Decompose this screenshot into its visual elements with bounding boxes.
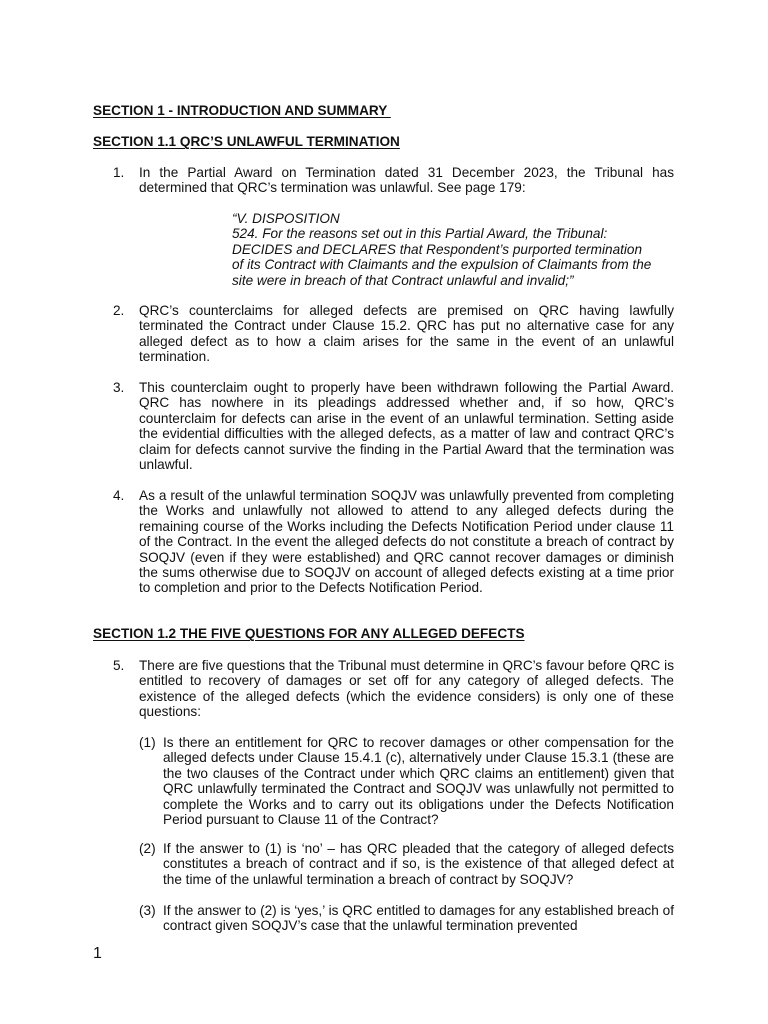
question-text: If the answer to (2) is ‘yes,’ is QRC entitled to damages for any established breach of contract given SOQJV’s case that the unlawful termination prevented bbox=[163, 903, 674, 934]
paragraph-number: 5. bbox=[113, 658, 125, 673]
paragraph-number: 2. bbox=[113, 303, 125, 318]
question-number: (2) bbox=[139, 841, 156, 856]
quote-line: 524. For the reasons set out in this Partial Award, the Tribunal: bbox=[232, 226, 608, 242]
quote-line: of its Contract with Claimants and the expulsion of Claimants from the bbox=[232, 257, 652, 273]
question-1 bbox=[139, 735, 674, 827]
quoted-disposition bbox=[232, 211, 674, 288]
paragraph-5 bbox=[113, 658, 674, 720]
paragraph-text: QRC’s counterclaims for alleged defects are premised on QRC having lawfully terminated the Contract under Clause 15.2. QRC has put no alternative case for any alleged defect as to how a claim arises for the same in the event of an unlawful termination. bbox=[139, 303, 674, 365]
question-text: If the answer to (1) is ‘no’ – has QRC pleaded that the category of alleged defects constitutes a breach of contract and if so, is the existence of that alleged defect at the time of the unlawful termination a breach of contract by SOQJV? bbox=[163, 841, 674, 887]
paragraph-text: In the Partial Award on Termination dated 31 December 2023, the Tribunal has determined that QRC’s termination was unlawful. See page 179: bbox=[139, 165, 674, 196]
question-number: (1) bbox=[139, 735, 156, 750]
section-1-heading: SECTION 1 - INTRODUCTION AND SUMMARY bbox=[93, 103, 391, 118]
question-3 bbox=[139, 903, 674, 934]
paragraph-1 bbox=[113, 165, 674, 196]
question-2 bbox=[139, 841, 674, 887]
paragraph-4 bbox=[113, 488, 674, 596]
quote-line: site were in breach of that Contract unlawful and invalid;” bbox=[232, 272, 574, 288]
quote-line: DECIDES and DECLARES that Respondent’s purported termination bbox=[232, 241, 643, 257]
paragraph-text: There are five questions that the Tribunal must determine in QRC’s favour before QRC is entitled to recovery of damages or set off for any category of alleged defects. The existence of the alleged defects (which the evidence considers) is only one of these questions: bbox=[139, 658, 674, 720]
paragraph-2 bbox=[113, 303, 674, 365]
paragraph-text: As a result of the unlawful termination SOQJV was unlawfully prevented from completing the Works and unlawfully not allowed to attend to any alleged defects during the remaining course of the Works including the Defects Notification Period under clause 11 of the Contract. In the event the alleged defects do not constitute a breach of contract by SOQJV (even if they were established) and QRC cannot recover damages or diminish the sums otherwise due to SOQJV on account of alleged defects existing at a time prior to completion and prior to the Defects Notification Period. bbox=[139, 488, 674, 596]
page-number: 1 bbox=[93, 945, 102, 962]
question-number: (3) bbox=[139, 903, 156, 918]
paragraph-text: This counterclaim ought to properly have been withdrawn following the Partial Award. QRC has nowhere in its pleadings addressed whether and, if so how, QRC’s counterclaim for defects can arise in the event of an unlawful termination. Setting aside the evidential difficulties with the alleged defects, as a matter of law and contract QRC’s claim for defects cannot survive the finding in the Partial Award that the termination was unlawful. bbox=[139, 380, 674, 473]
section-1-2-heading: SECTION 1.2 THE FIVE QUESTIONS FOR ANY ALLEGED DEFECTS bbox=[93, 626, 525, 641]
paragraph-number: 3. bbox=[113, 380, 125, 395]
paragraph-3 bbox=[113, 380, 674, 472]
paragraph-number: 4. bbox=[113, 488, 125, 503]
paragraph-number: 1. bbox=[113, 165, 125, 180]
question-text: Is there an entitlement for QRC to recover damages or other compensation for the alleged defects under Clause 15.4.1 (c), alternatively under Clause 15.3.1 (these are the two clauses of the Contract under which QRC claims an entitlement) given that QRC unlawfully terminated the Contract and SOQJV was unlawfully not permitted to complete the Works and to carry out its obligations under the Defects Notification Period pursuant to Clause 11 of the Contract? bbox=[163, 735, 674, 828]
section-1-1-heading: SECTION 1.1 QRC’S UNLAWFUL TERMINATION bbox=[93, 134, 400, 149]
quote-line: “V. DISPOSITION bbox=[232, 211, 340, 226]
